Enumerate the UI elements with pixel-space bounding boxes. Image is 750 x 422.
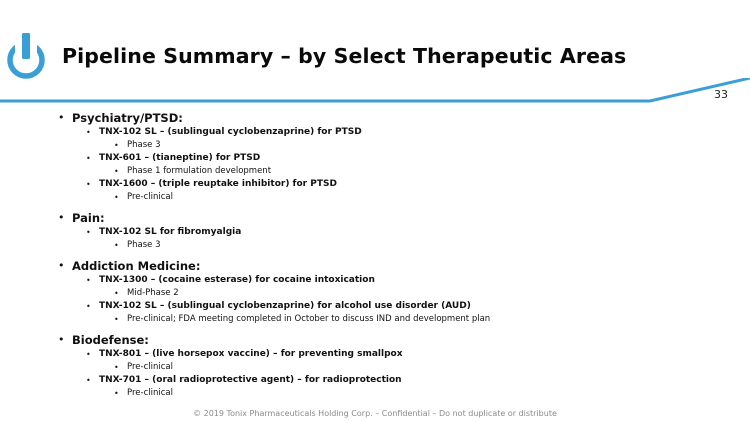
- page-number: 33: [714, 88, 728, 101]
- pipeline-list: [58, 110, 738, 400]
- section-heading: • Addiction Medicine:: [58, 258, 738, 274]
- candidate-stage: • Pre-clinical; FDA meeting completed in October to discuss IND and development plan: [114, 313, 738, 326]
- candidate-stage: • Phase 3: [114, 139, 738, 152]
- candidate-stage: • Phase 1 formulation development: [114, 165, 738, 178]
- candidate-name: • TNX-701 – (oral radioprotective agent) – for radioprotection: [86, 374, 738, 387]
- candidate-name: • TNX-102 SL for fibromyalgia: [86, 226, 738, 239]
- section-biodefense: [58, 332, 738, 400]
- candidate-name: • TNX-801 – (live horsepox vaccine) – for preventing smallpox: [86, 348, 738, 361]
- candidate-name: • TNX-1600 – (triple reuptake inhibitor) for PTSD: [86, 178, 738, 191]
- candidate-name: • TNX-102 SL – (sublingual cyclobenzaprine) for PTSD: [86, 126, 738, 139]
- section-pain: [58, 210, 738, 252]
- section-heading: • Psychiatry/PTSD:: [58, 110, 738, 126]
- candidate-name: • TNX-601 – (tianeptine) for PTSD: [86, 152, 738, 165]
- page-title: Pipeline Summary – by Select Therapeutic Areas: [62, 44, 627, 68]
- candidate-name: • TNX-1300 – (cocaine esterase) for cocaine intoxication: [86, 274, 738, 287]
- candidate-stage: • Pre-clinical: [114, 191, 738, 204]
- candidate-stage: • Mid-Phase 2: [114, 287, 738, 300]
- candidate-stage: • Pre-clinical: [114, 387, 738, 400]
- footer-confidential: © 2019 Tonix Pharmaceuticals Holding Corp. – Confidential – Do not duplicate or distribute: [193, 409, 557, 418]
- section-addiction: [58, 258, 738, 326]
- header-divider: [0, 78, 750, 108]
- section-heading: • Pain:: [58, 210, 738, 226]
- candidate-stage: • Pre-clinical: [114, 361, 738, 374]
- section-heading: • Biodefense:: [58, 332, 738, 348]
- candidate-name: • TNX-102 SL – (sublingual cyclobenzaprine) for alcohol use disorder (AUD): [86, 300, 738, 313]
- section-psychiatry: [58, 110, 738, 204]
- power-button-logo-icon: [6, 30, 46, 84]
- candidate-stage: • Phase 3: [114, 239, 738, 252]
